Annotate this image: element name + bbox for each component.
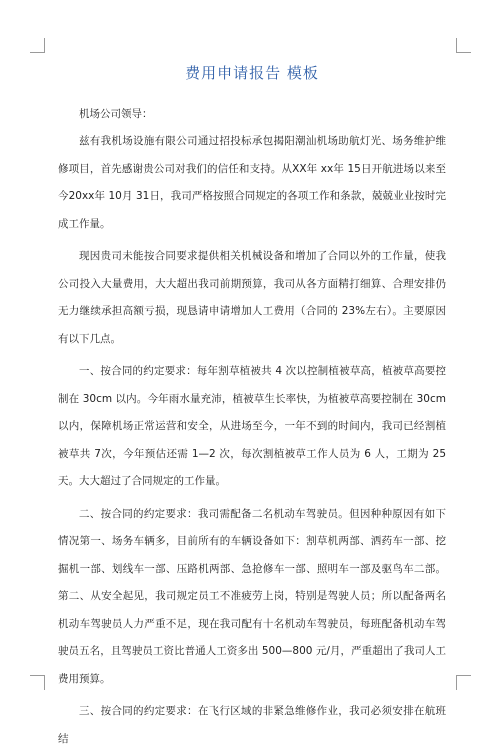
- crop-mark-bottom-left: [30, 675, 45, 690]
- paragraph-point-1: 一、按合同的约定要求：每年割草植被共 4 次以控制植被草高，植被草高要控制在 30cm 以内。今年雨水量充沛，植被草生长率快，为植被草高要控制在 30cm 以内，保障机场正常运营和安全，从进场至今，一年不到的时间内，我司已经割植被草共 7次，今年预估还需 1—2 次，每次割植被草工作人员为 6 人，工期为 25 天。大大超过了合同规定的工作量。: [58, 365, 446, 487]
- crop-mark-top-left: [30, 38, 45, 53]
- salutation: 机场公司领导：: [79, 108, 153, 120]
- document-title: 费用申请报告 模板: [185, 64, 319, 82]
- document-page: [58, 62, 446, 753]
- paragraph-intro: 兹有我机场设施有限公司通过招投标承包揭阳潮汕机场助航灯光、场务维护维修项目，首先感谢贵公司对我们的信任和支持。从XX年 xx年 15日开航进场以来至今20xx年 10月 31日，我司严格按照合同规定的各项工作和条款，兢兢业业按时完成工作量。: [58, 135, 446, 230]
- crop-mark-bottom-right: [456, 675, 471, 690]
- paragraph-reason: 现因贵司未能按合同要求提供相关机械设备和增加了合同以外的工作量，使我公司投入大量费用，大大超出我司前期预算，我司从各方面精打细算、合理安排仍无力继续承担高额亏损，现恳请申请增加人工费用（合同的 23%左右）。主要原因有以下几点。: [58, 250, 446, 345]
- crop-mark-top-right: [456, 38, 471, 53]
- paragraph-point-3: 三、按合同的约定要求：在飞行区域的非紧急维修作业，我司必须安排在航班结: [58, 705, 446, 745]
- paragraph-point-2: 二、按合同的约定要求：我司需配备二名机动车驾驶员。但因种种原因有如下情况第一、场务车辆多，目前所有的车辆设备如下：割草机两部、洒药车一部、挖掘机一部、划线车一部、压路机两部、急抢修车一部、照明车一部及驱鸟车二部。第二、从安全起见，我司规定员工不准疲劳上岗，特别是驾驶人员；所以配备两名机动车驾驶员人力严重不足，现在我司配有十名机动车驾驶员，每班配备机动车驾驶员五名，且驾驶员工资比普通人工资多出 500—800 元/月，严重超出了我司人工费用预算。: [58, 507, 446, 685]
